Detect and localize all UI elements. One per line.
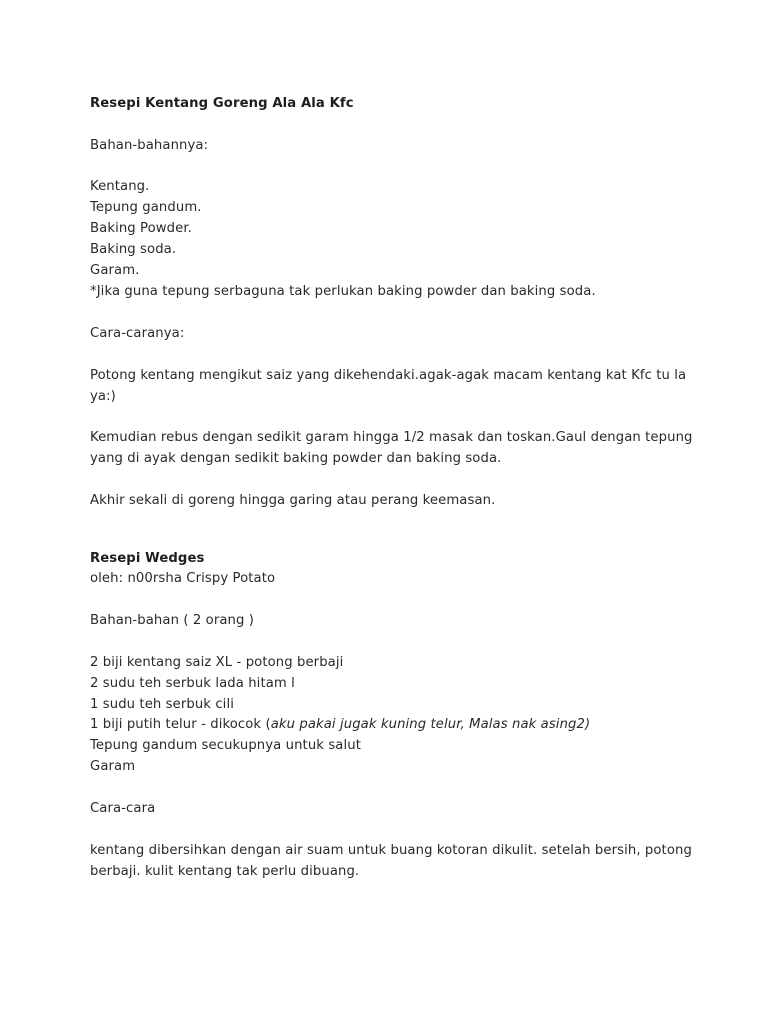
- recipe1-method-heading: Cara-caranya:: [90, 326, 185, 341]
- recipe2-ingredients-heading: Bahan-bahan ( 2 orang ): [90, 613, 254, 628]
- recipe2-author: oleh: n00rsha Crispy Potato: [90, 571, 276, 586]
- egg-line-note: aku pakai jugak kuning telur, Malas nak asing2): [270, 717, 591, 732]
- recipe1-ingredient: Baking Powder.: [90, 221, 192, 236]
- recipe1-ingredient: Garam.: [90, 263, 140, 278]
- recipe2-method-heading: Cara-cara: [90, 801, 156, 816]
- recipe2-step-1: kentang dibersihkan dengan air suam untuk buang kotoran dikulit. setelah bersih, potong: [90, 843, 692, 858]
- recipe1-step-2-cont: yang di ayak dengan sedikit baking powder dan baking soda.: [90, 451, 502, 466]
- recipe2-title: Resepi Wedges: [90, 551, 205, 566]
- recipe2-ingredient: Garam: [90, 759, 136, 774]
- recipe1-ingredient: Kentang.: [90, 179, 150, 194]
- recipe2-ingredient: 2 biji kentang saiz XL - potong berbaji: [90, 655, 344, 670]
- recipe1-ingredient: Baking soda.: [90, 242, 177, 257]
- egg-line-text: 1 biji putih telur - dikocok (: [90, 717, 271, 732]
- recipe2-ingredient-egg: [90, 715, 680, 735]
- recipe1-step-1-cont: ya:): [90, 389, 116, 404]
- recipe2-ingredient: 1 sudu teh serbuk cili: [90, 697, 234, 712]
- recipe1-step-2: Kemudian rebus dengan sedikit garam hingga 1/2 masak dan toskan.Gaul dengan tepung: [90, 430, 693, 445]
- recipe1-title: Resepi Kentang Goreng Ala Ala Kfc: [90, 96, 354, 111]
- recipe2-ingredient: Tepung gandum secukupnya untuk salut: [90, 738, 361, 753]
- recipe1-step-3: Akhir sekali di goreng hingga garing atau perang keemasan.: [90, 493, 496, 508]
- recipe2-step-1-cont: berbaji. kulit kentang tak perlu dibuang.: [90, 864, 360, 879]
- recipe1-ingredients-heading: Bahan-bahannya:: [90, 138, 209, 153]
- recipe1-step-1: Potong kentang mengikut saiz yang dikehendaki.agak-agak macam kentang kat Kfc tu la: [90, 368, 687, 383]
- recipe2-ingredient: 2 sudu teh serbuk lada hitam l: [90, 676, 295, 691]
- recipe1-ingredient-note: *Jika guna tepung serbaguna tak perlukan baking powder dan baking soda.: [90, 284, 596, 299]
- recipe1-ingredient: Tepung gandum.: [90, 200, 202, 215]
